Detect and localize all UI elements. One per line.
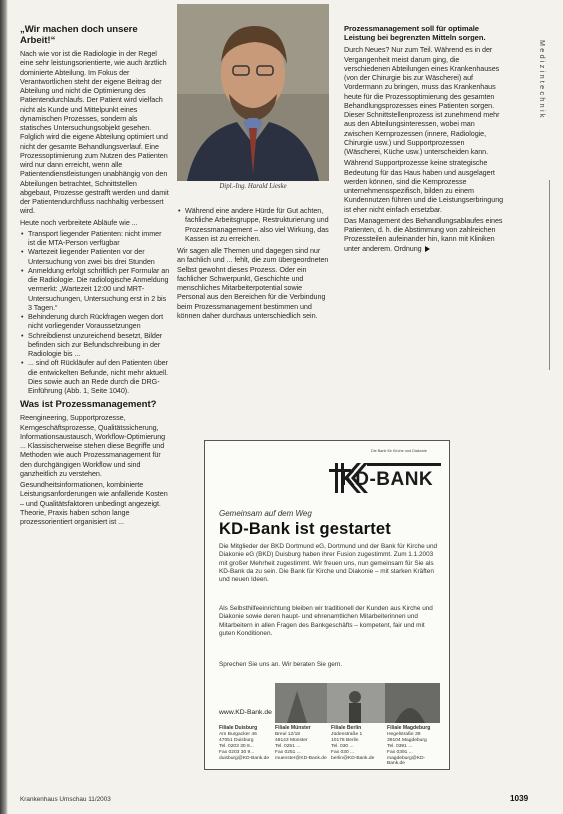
branch-city: Filiale Münster [275, 725, 311, 731]
branch-line: 47051 Duisburg [219, 737, 254, 743]
list-item: • Transport liegender Patienten: nicht immer ist die MTA-Person verfügbar [28, 229, 170, 248]
section-heading: Prozessmanagement soll für optimale Leistung bei begrenzten Mitteln sorgen. [344, 24, 486, 43]
branch-line: Am Burgacker 46 [219, 731, 257, 737]
ad-body-text: Die Mitglieder der BKD Dortmund eG, Dortmund und der Bank für Kirche und Diakonie eG (BKD) Duisburg haben ihrer Fusion zugestimmt. Zum 1.1.2003 mit großer Mehrheit zugestimmt. Wir freuen uns, nun gemeinsam für Sie als KD-Bank da zu sein. Die Bank für Kirche und Diakonie – mit starken Kräften und neuen Ideen. [219, 543, 438, 584]
list-item: • Während eine andere Hürde für Gut achten, fachliche Arbeitsgruppe, Restrukturierung und Prozessmanagement – also viel Wirkung, das Kassen ist zu erreichen. [185, 206, 329, 243]
branch-line: 39104 Magdeburg [387, 737, 427, 743]
branch-line: duisburg@KD-Bank.de [219, 755, 270, 761]
branch-city: Filiale Berlin [331, 725, 362, 731]
branch-line: Fax 0251 ... [275, 749, 301, 755]
branch-line: Tel. 0251 ... [275, 743, 301, 749]
photo-caption: Dipl.-Ing. Harald Lieske [219, 183, 287, 190]
branch-city: Filiale Magdeburg [387, 725, 431, 731]
ad-body-text: Als Selbsthilfeeinrichtung bleiben wir traditionell der Kunden aus Kirche und Diakonie sowie deren haupt- und ehrenamtlichen Mitarbeiterinnen und Mitarbeitern in allen Fragen des Bankgeschäfts – kompetent, fair und mit guten Konditionen. [219, 605, 433, 637]
right-column [344, 24, 504, 255]
list-item: • Anmeldung erfolgt schriftlich per Formular an die Radiologie. Die radiologische Anmeldung vermerkt: „Wartezeit 12:00 und MRT-Untersuchungen, Untersuchung erst in 2 bis 3 Tagen.“ [28, 266, 170, 312]
logo-wordmark: KD-BANK [341, 469, 434, 490]
branch-line: Hegelstraße 39 [387, 731, 421, 737]
continue-arrow-icon [425, 246, 430, 252]
paragraph: Durch Neues? Nur zum Teil. Während es in der Vergangenheit meist darum ging, die verschiedenen Abteilungen eines Krankenhauses (von der Chirurgie bis zur Wäscherei) auf Vordermann zu bringen, muss das Krankenhaus heute für die Prozessoptimierung des gesamten Behandlungsprozesses eines Patienten sorgen. Dieser Schnittstellenprozess ist zunehmend mehr aus den Abteilungsinteressen, wobei man zwischen Kernprozessen (innere, Radiologie, Chirurgie usw.) und Supportprozessen (Wäscherei, Küche usw.) unterscheiden kann. [344, 45, 500, 157]
paragraph: Reengineering, Supportprozesse, Kerngeschäftsprozesse, Qualitätssicherung, Informationsaustausch, Workflow-Optimierung ... Klassischerweise stehen diese Begriffe und Methoden wie auch Prozessmanagement für den durchgängigen Workflow und sind ganzheitlich zu verstehen. [20, 413, 166, 478]
portrait-photo [177, 4, 329, 181]
ad-url[interactable]: www.KD-Bank.de [219, 709, 272, 716]
branch-line: Tel. 030 ... [331, 743, 354, 749]
list-item: • Behinderung durch Rückfragen wegen dort nicht vorliegender Voraussetzungen [28, 312, 170, 331]
branch-line: 10178 Berlin [331, 737, 359, 743]
paragraph: Wir sagen alle Themen und dagegen sind nur an fachlich und ... fehlt, die zum übergeordneten Selbst gewohnt dieses Prozess. Oder ein fachlicher Schwerpunkt, Geschichte und menschliches Mitarbeiterpotential sowie Personal aus den Bereichen für die Verbindung beim Prozessmanagement bestimmen und können daher durchaus unterschiedlich sein. [177, 246, 329, 320]
paragraph-text: Das Management des Behandlungsablaufes eines Patienten, d. h. die Abstimmung von zahlreichen Prozessteilen aufeinander hin, kann mit Kliniken unter anderem. Ordnung [344, 215, 503, 253]
portrait-image [177, 4, 329, 181]
bullet-list [20, 229, 170, 396]
logo-tagline: Die Bank für Kirche und Diakonie [371, 449, 427, 453]
branch-item [331, 726, 383, 767]
side-rule [549, 180, 550, 370]
page-gutter [0, 0, 8, 814]
section-heading: „Wir machen doch unsere Arbeit!“ [20, 24, 138, 46]
ad-body-text: Sprechen Sie uns an. Wir beraten Sie gern. [219, 661, 343, 668]
bullet-list [177, 206, 329, 243]
page-number: 1039 [510, 794, 529, 803]
list-item: • Wartezeit liegender Patienten vor der Untersuchung von zwei bis drei Stunden [28, 247, 170, 266]
branch-line: Fax 030 ... [331, 749, 355, 755]
ad-headline: KD-Bank ist gestartet [219, 520, 391, 538]
paragraph [344, 216, 504, 253]
branch-line: Breul 12/18 [275, 731, 301, 737]
side-title: Medizintechnik [538, 40, 547, 120]
ad-photo-strip [275, 683, 440, 723]
branch-line: Fax 0203 30 9... [219, 749, 255, 755]
left-column [20, 24, 170, 528]
branch-line: 48143 Münster [275, 737, 308, 743]
section-heading: Was ist Prozessmanagement? [20, 399, 157, 411]
branch-list [219, 726, 439, 767]
branch-item [275, 726, 327, 767]
paragraph: Nach wie vor ist die Radiologie in der Regel eine sehr leistungsorientierte, wie auch ärztlich dominierte Abteilung. Im Fokus der Verantwortlichen steht der eigene Beitrag der Abteilung und nicht die Optimierung des Patientendurchlaufs. Der Patient wird vielfach nicht als Kunde und Mittelpunkt eines dynamischen Prozesses, sondern als statisches Untersuchungsobjekt gesehen. Folglich wird die eigene Abteilung optimiert und nicht der gesamte Behandlungsverlauf. Eine Prozessoptimierung zum Nutzen des Patienten wird nur dann erreicht, wenn alle Patientendienstleistungen unabhängig von den Abteilungen betrachtet, Schnittstellen abgebaut, Prozesse gestrafft werden und damit der Patientendurchfluss nachhaltig verbessert wird. [20, 49, 169, 216]
branch-item [387, 726, 439, 767]
branch-city: Filiale Duisburg [219, 725, 258, 731]
paragraph: Gesundheitsinformationen, kombinierte Leistungsanforderungen wie anfallende Kosten – und Qualitätsfaktoren unbedingt angezeigt. Theorie, Praxis haben schon lange prozessorientiert organisiert ist ... [20, 480, 168, 526]
branch-line: Tel. 0203 30 9... [219, 743, 254, 749]
ad-kicker: Gemeinsam auf dem Weg [219, 509, 312, 518]
paragraph: Heute noch verbreitete Abläufe wie ... [20, 217, 138, 227]
branch-line: berlin@KD-Bank.de [331, 755, 375, 761]
branch-line: magdeburg@KD-Bank.de [387, 755, 426, 767]
branch-line: Fax 0391 ... [387, 749, 413, 755]
section-side-label [538, 40, 552, 370]
publication-footer: Krankenhaus Umschau 11/2003 [20, 796, 111, 803]
branch-line: muenster@KD-Bank.de [275, 755, 327, 761]
branch-line: Tel. 0391 ... [387, 743, 413, 749]
list-item: • Schreibdienst unzureichend besetzt, Bilder befinden sich zur Befundschreibung in der Radiologie bis ... [28, 331, 170, 359]
middle-column [177, 206, 329, 322]
branch-item [219, 726, 271, 767]
kd-bank-advertisement [204, 440, 450, 770]
branch-line: Jüdenstraße 1 [331, 731, 363, 737]
paragraph: Während Supportprozesse keine strategische Bedeutung für das Haus haben und ausgelagert werden können, sind die Kernprozesse unternehmensspezifisch, bilden zu einem Kundennutzen führen und die Leistungserbringung ist eher nicht einfach ersetzbar. [344, 158, 504, 214]
list-item: • ... sind oft Rückläufer auf den Patienten über die entwickelten Befunde, nicht mehr aktuell. Dies sowie auch an Rede durch die DRG-Einführung (Abb. 1, Seite 1040). [28, 358, 170, 395]
